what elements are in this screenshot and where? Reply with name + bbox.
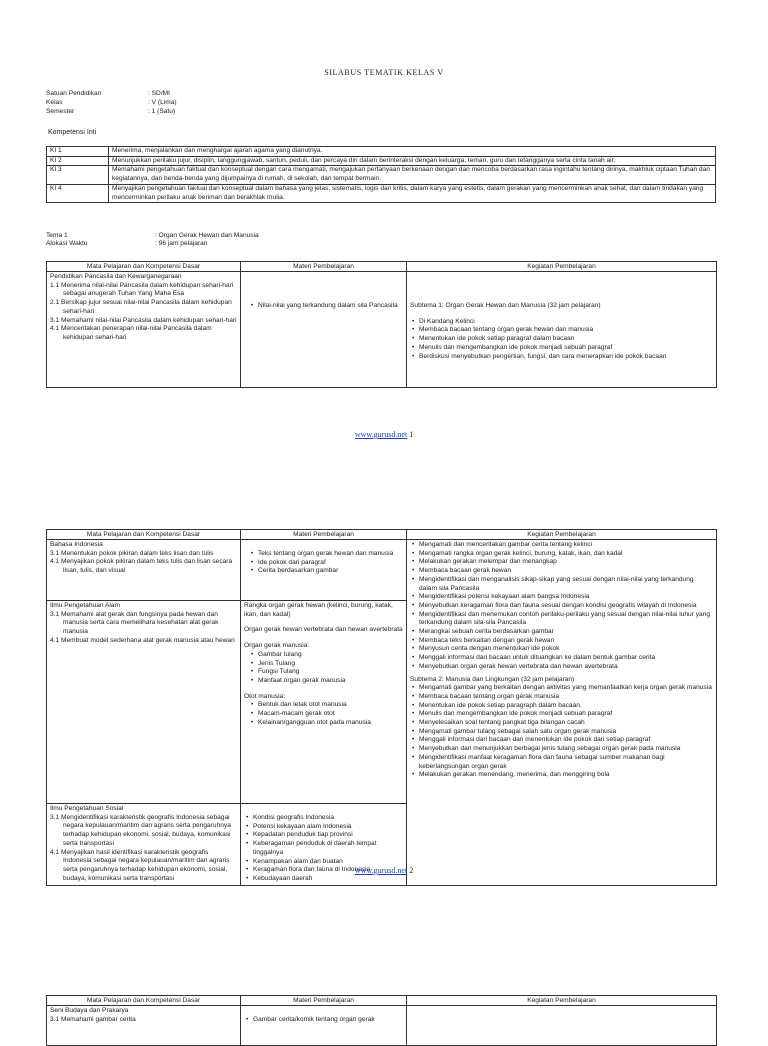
materi-item: • Kenampakan alam dan buatan: [253, 858, 403, 867]
ki-code: KI 2: [47, 156, 109, 166]
kd-item: 3.1 Menentukan pokok pikiran dalam teks lisan dan tulis: [50, 549, 214, 557]
kd-item: 1.1 Menerima nilai-nilai Pancasila dalam kehidupan sehari-hari sebagai anugerah Tuhan Yang Maha Esa: [50, 281, 234, 298]
subject-name: Seni Budaya dan Prakarya: [50, 1007, 129, 1014]
materi-item: • Gambar tulang: [258, 651, 403, 660]
subject-name: Bahasa Indonesia: [50, 541, 103, 548]
materi-cell: [241, 1006, 407, 1046]
activity-item: • Membaca bacaan tentang organ gerak manusia: [419, 693, 713, 702]
materi-text: Otot manusia:: [244, 692, 286, 700]
header-row: [47, 996, 717, 1006]
activity-item: • Di Kandang Kelinci: [419, 318, 713, 327]
table-row: [47, 1006, 717, 1046]
activity-item: • Menyebutkan organ gerak hewan vertebrata dan hewan avertebrata: [419, 663, 713, 672]
kd-item: 4.1 Menceritakan penerapan nilai-nilai Pancasila dalam kehidupan sehari-hari: [50, 325, 212, 341]
column-header: Materi Pembelajaran: [241, 262, 407, 272]
materi-cell: [241, 540, 407, 601]
competence-cell: [47, 540, 241, 601]
activity-item: • Menentukan ide pokok setiap paragraf dalam bacaan: [419, 335, 713, 344]
document-title: SILABUS TEMATIK KELAS V: [324, 68, 444, 77]
activity-item: • Menentukan ide pokok setiap paragraph dalam bacaan.: [419, 702, 713, 711]
materi-item: • Macam-macam gerak otot: [258, 710, 403, 719]
page-number: 2: [409, 866, 414, 875]
column-header: Mata Pelajaran dan Kompetensi Dasar: [47, 996, 241, 1006]
column-header: Kegiatan Pembelajaran: [407, 262, 717, 272]
column-header: Materi Pembelajaran: [241, 996, 407, 1006]
theme-row: [46, 240, 259, 248]
kd-item: 3.1 Memahami nilai-nilai Pancasila dalam kehidupan sehari-hari: [50, 316, 237, 324]
meta-row: [46, 98, 177, 107]
activity-item: • Mengidentifikasi dan menemukan contoh perilaku-perilaku yang sesuai dengan nilai-nilai luhur yang terkandung dalam sila-sila Pancasila: [419, 611, 713, 628]
activity-item: • Melakukan gerakan melempar dan menangkap: [419, 558, 713, 567]
kd-item: 4.1 Membuat model sederhana alat gerak manusia atau hewan: [50, 636, 235, 644]
competence-cell: [47, 1006, 241, 1046]
activity-item: • Mengidentifikasi potensi kekayaan alam bangsa Indonesia: [419, 593, 713, 602]
column-header: Kegiatan Pembelajaran: [407, 996, 717, 1006]
activity-item: • Mengamati rangka organ gerak kelinci, burung, katak, ikan, dan kadal: [419, 550, 713, 559]
kd-item: 4.1 Menyajikan hasil identifikasi karakteristik geografis Indonesia sebagai negara kepulauan/maritim dan agraris serta pengaruhnya terhadap kehidupan ekonomi, sosial, budaya, komunikasi serta transportasi: [50, 848, 230, 882]
column-header: Kegiatan Pembelajaran: [407, 530, 717, 540]
meta-label: Kelas: [46, 99, 63, 106]
activity-item: • Mengamati dan menceritakan gambar cerita tentang kelinci: [419, 541, 713, 550]
activity-item: • Membaca bacaan gerak hewan: [419, 567, 713, 576]
activity-item: • Mengidentifikasi manfaat keragaman flora dan fauna sebagai sumber makanan bagi keberlangsungan organ gerak: [419, 754, 713, 771]
subject-name: Ilmu Pengetahuan Sosial: [50, 805, 124, 812]
ki-text: Menunjukkan perilaku jujur, disiplin, tanggungjawab, santun, peduli, dan percaya diri dalam berinteraksi dengan keluarga, teman, guru dan tetangganya serta cinta tanah air.: [109, 156, 716, 166]
materi-text: Organ gerak manusia:: [244, 642, 310, 650]
activity-cell: [407, 1006, 717, 1046]
activity-item: • Menggali informasi dari bacaan dan menentukan ide pokok dari setiap paragraf: [419, 736, 713, 745]
kd-item: 3.1 Mengidentifikasi karakteristik geografis Indonesia sebagai negara kepulauan/maritim dan agraris serta pengaruhnya terhadap kehidupan ekonomi, sosial, budaya, komunikasi serta transportasi: [50, 813, 231, 847]
ki-text: Menerima, menjalankan dan menghargai ajaran agama yang dianutnya.: [109, 147, 716, 157]
ki-code: KI 1: [47, 147, 109, 157]
activity-item: • Menulis dan mengembangkan ide pokok menjadi sebuah paragraf: [419, 344, 713, 353]
table-row: [47, 184, 716, 202]
materi-item: • Gambar cerita/komik tentang organ gerak: [253, 1016, 403, 1025]
theme-label: Alokasi Waktu: [46, 240, 88, 247]
materi-item: • Kondisi geografis Indonesia: [253, 814, 403, 823]
table-row: [47, 156, 716, 166]
meta-label: Satuan Pendidikan: [46, 90, 102, 97]
ki-text: Memahami pengetahuan faktual dan konseptual dengan cara mengamati, mengajukan pertanyaan berkenaan dengan dan mencoba berdasarkan rasa ingintahu tentang dirinya, makhluk ciptaan Tuhan dan kegiatannya, dan benda-benda yang dijumpainya di rumah, di sekolah, dan tempat bermain.: [109, 166, 716, 184]
activity-cell: [407, 272, 717, 388]
materi-item: • Nilai-nilai yang terkandung dalam sila Pancasila: [258, 302, 403, 311]
subtheme-title: Subtema 2: Manusia dan Lingkungan (32 jam pelajaran): [410, 675, 575, 683]
table-row: [47, 540, 717, 601]
materi-item: • Ide pokok dari paragraf: [258, 559, 403, 568]
page-footer: [0, 430, 768, 441]
materi-item: • Jenis Tulang: [258, 660, 403, 669]
meta-label: Semester: [46, 108, 75, 115]
materi-item: • Keberagaman penduduk di daerah tempat tinggalnya: [253, 840, 403, 857]
page-number: 1: [409, 430, 414, 439]
activity-item: • Berdiskusi menyebutkan pengertian, fungsi, dan cara menerapkan ide pokok bacaan: [419, 353, 713, 362]
materi-text: Organ gerak hewan vertebrata dan hewan avertebrata: [244, 626, 403, 634]
website-link[interactable]: www.gurusd.net: [354, 866, 408, 875]
materi-item: • Manfaat organ gerak manusia: [258, 677, 403, 686]
theme-block: [46, 232, 259, 248]
table-row: [47, 147, 716, 157]
page-footer: [0, 866, 768, 877]
activity-item: • Menulis dan mengembangkan ide pokok menjadi sebuah paragraf: [419, 710, 713, 719]
core-competence-table: [46, 146, 716, 203]
materi-item: • Keragaman flora dan fauna di Indonesia: [253, 866, 403, 875]
materi-cell: [241, 601, 407, 804]
activity-item: • Membaca teks berkaitan dengan gerak hewan: [419, 637, 713, 646]
subtheme-title: Subtema 1: Organ Gerak Hewan dan Manusia (32 jam pelajaran): [410, 302, 601, 309]
activity-cell: [407, 540, 717, 886]
activity-item: • Mengidentifikasi dan menganalisis sikap-sikap yang sesuai dengan nilai-nilai yang terkandung dalam sila Pancasila: [419, 576, 713, 593]
materi-item: • Bentuk dan letak otot manusia: [258, 701, 403, 710]
materi-text: Rangka organ gerak hewan (kelinci, burung, katak, ikan, dan kadal): [244, 602, 393, 618]
syllabus-table-3: [46, 995, 717, 1046]
materi-item: • Kebudayaan daerah: [253, 875, 403, 884]
subject-name: Pendidikan Pancasila dan Kewarganegaraan: [50, 273, 182, 280]
materi-item: • Teks tentang organ gerak hewan dan manusia: [258, 550, 403, 559]
meta-row: [46, 107, 177, 116]
theme-value: : 96 jam pelajaran: [155, 240, 208, 247]
activity-item: • Mengamati gambar tulang sebagai salah satu organ gerak manusia: [419, 728, 713, 737]
identity-block: [46, 89, 177, 116]
activity-item: • Menyebutkan dan menunjukkan berbagai jenis tulang sebagai organ gerak pada manusia: [419, 745, 713, 754]
header-row: [47, 530, 717, 540]
materi-item: • Potensi kekayaan alam Indonesia: [253, 823, 403, 832]
meta-value: : SD/MI: [148, 90, 170, 97]
competence-cell: [47, 272, 241, 388]
theme-label: Tema 1: [46, 232, 68, 239]
meta-value: : 1 (Satu): [148, 108, 176, 115]
materi-item: • Kepadatan penduduk tiap provinsi: [253, 831, 403, 840]
ki-text: Menyajikan pengetahuan faktual dan konseptual dalam bahasa yang jelas, sistematis, logis dan kritis, dalam karya yang estetis, dalam gerakan yang mencerminkan anak sehat, dan dalam tindakan yang mencerminkan perilaku anak beriman dan berakhlak mulia.: [109, 184, 716, 202]
meta-row: [46, 89, 177, 98]
activity-item: • Menyusun cerita dengan menentukan ide pokok: [419, 645, 713, 654]
competence-cell: [47, 601, 241, 804]
materi-item: • Fungsi Tulang: [258, 668, 403, 677]
theme-value: : Organ Gerak Hewan dan Manusia: [155, 232, 259, 239]
activity-item: • Melakukan gerakan menendang, menerima, dan menggiring bola: [419, 771, 713, 780]
activity-item: • Menggali informasi dari bacaan untuk dituangkan ke dalam bentuk gambar cerita: [419, 654, 713, 663]
activity-item: • Menyebutkan keragaman flora dan fauna sesuai dengan kondisi geografis wilayah di Indonesia: [419, 602, 713, 611]
header-row: [47, 262, 717, 272]
column-header: Materi Pembelajaran: [241, 530, 407, 540]
activity-item: • Membaca bacaan tentang organ gerak hewan dan manusia: [419, 326, 713, 335]
activity-item: • Merangkai sebuah cerita berdasarkan gambar: [419, 628, 713, 637]
materi-item: • Cerita berdasarkan gambar: [258, 567, 403, 576]
activity-item: • Mengamati gambar yang berkaitan dengan aktivitas yang memanfaatkan kerja organ gerak manusia: [419, 684, 713, 693]
meta-value: : V (Lima): [148, 99, 177, 106]
column-header: Mata Pelajaran dan Kompetensi Dasar: [47, 530, 241, 540]
theme-row: [46, 232, 259, 240]
section-heading: Kompetensi Inti: [48, 129, 97, 136]
kd-item: 4.1 Menyajikan pokok pikiran dalam teks tulis dan lisan secara lisan, tulis, dan visual: [50, 558, 233, 575]
table-row: [47, 166, 716, 184]
table-row: [47, 272, 717, 388]
syllabus-table-1: [46, 261, 717, 388]
kd-item: 2.1 Bersikap jujur sesuai nilai-nilai Pancasila dalam kehidupan sehari-hari: [50, 299, 232, 315]
subject-name: Ilmu Pengetahuan Alam: [50, 602, 121, 609]
syllabus-table-2: [46, 529, 717, 886]
column-header: Mata Pelajaran dan Kompetensi Dasar: [47, 262, 241, 272]
website-link[interactable]: www.gurusd.net: [354, 430, 408, 439]
ki-code: KI 4: [47, 184, 109, 202]
kd-item: 3.1 Memahami gambar cerita: [50, 1015, 136, 1023]
kd-item: 3.1 Memahami alat gerak dan fungsinya pada hewan dan manusia serta cara memelihara kesehatan alat gerak manusia: [50, 610, 219, 636]
ki-code: KI 3: [47, 166, 109, 184]
activity-item: • Menyelesaikan soal tentang pangkat tiga bilangan cacah: [419, 719, 713, 728]
materi-item: • Kelainan/gangguan otot pada manusia: [258, 719, 403, 728]
materi-cell: [241, 272, 407, 388]
